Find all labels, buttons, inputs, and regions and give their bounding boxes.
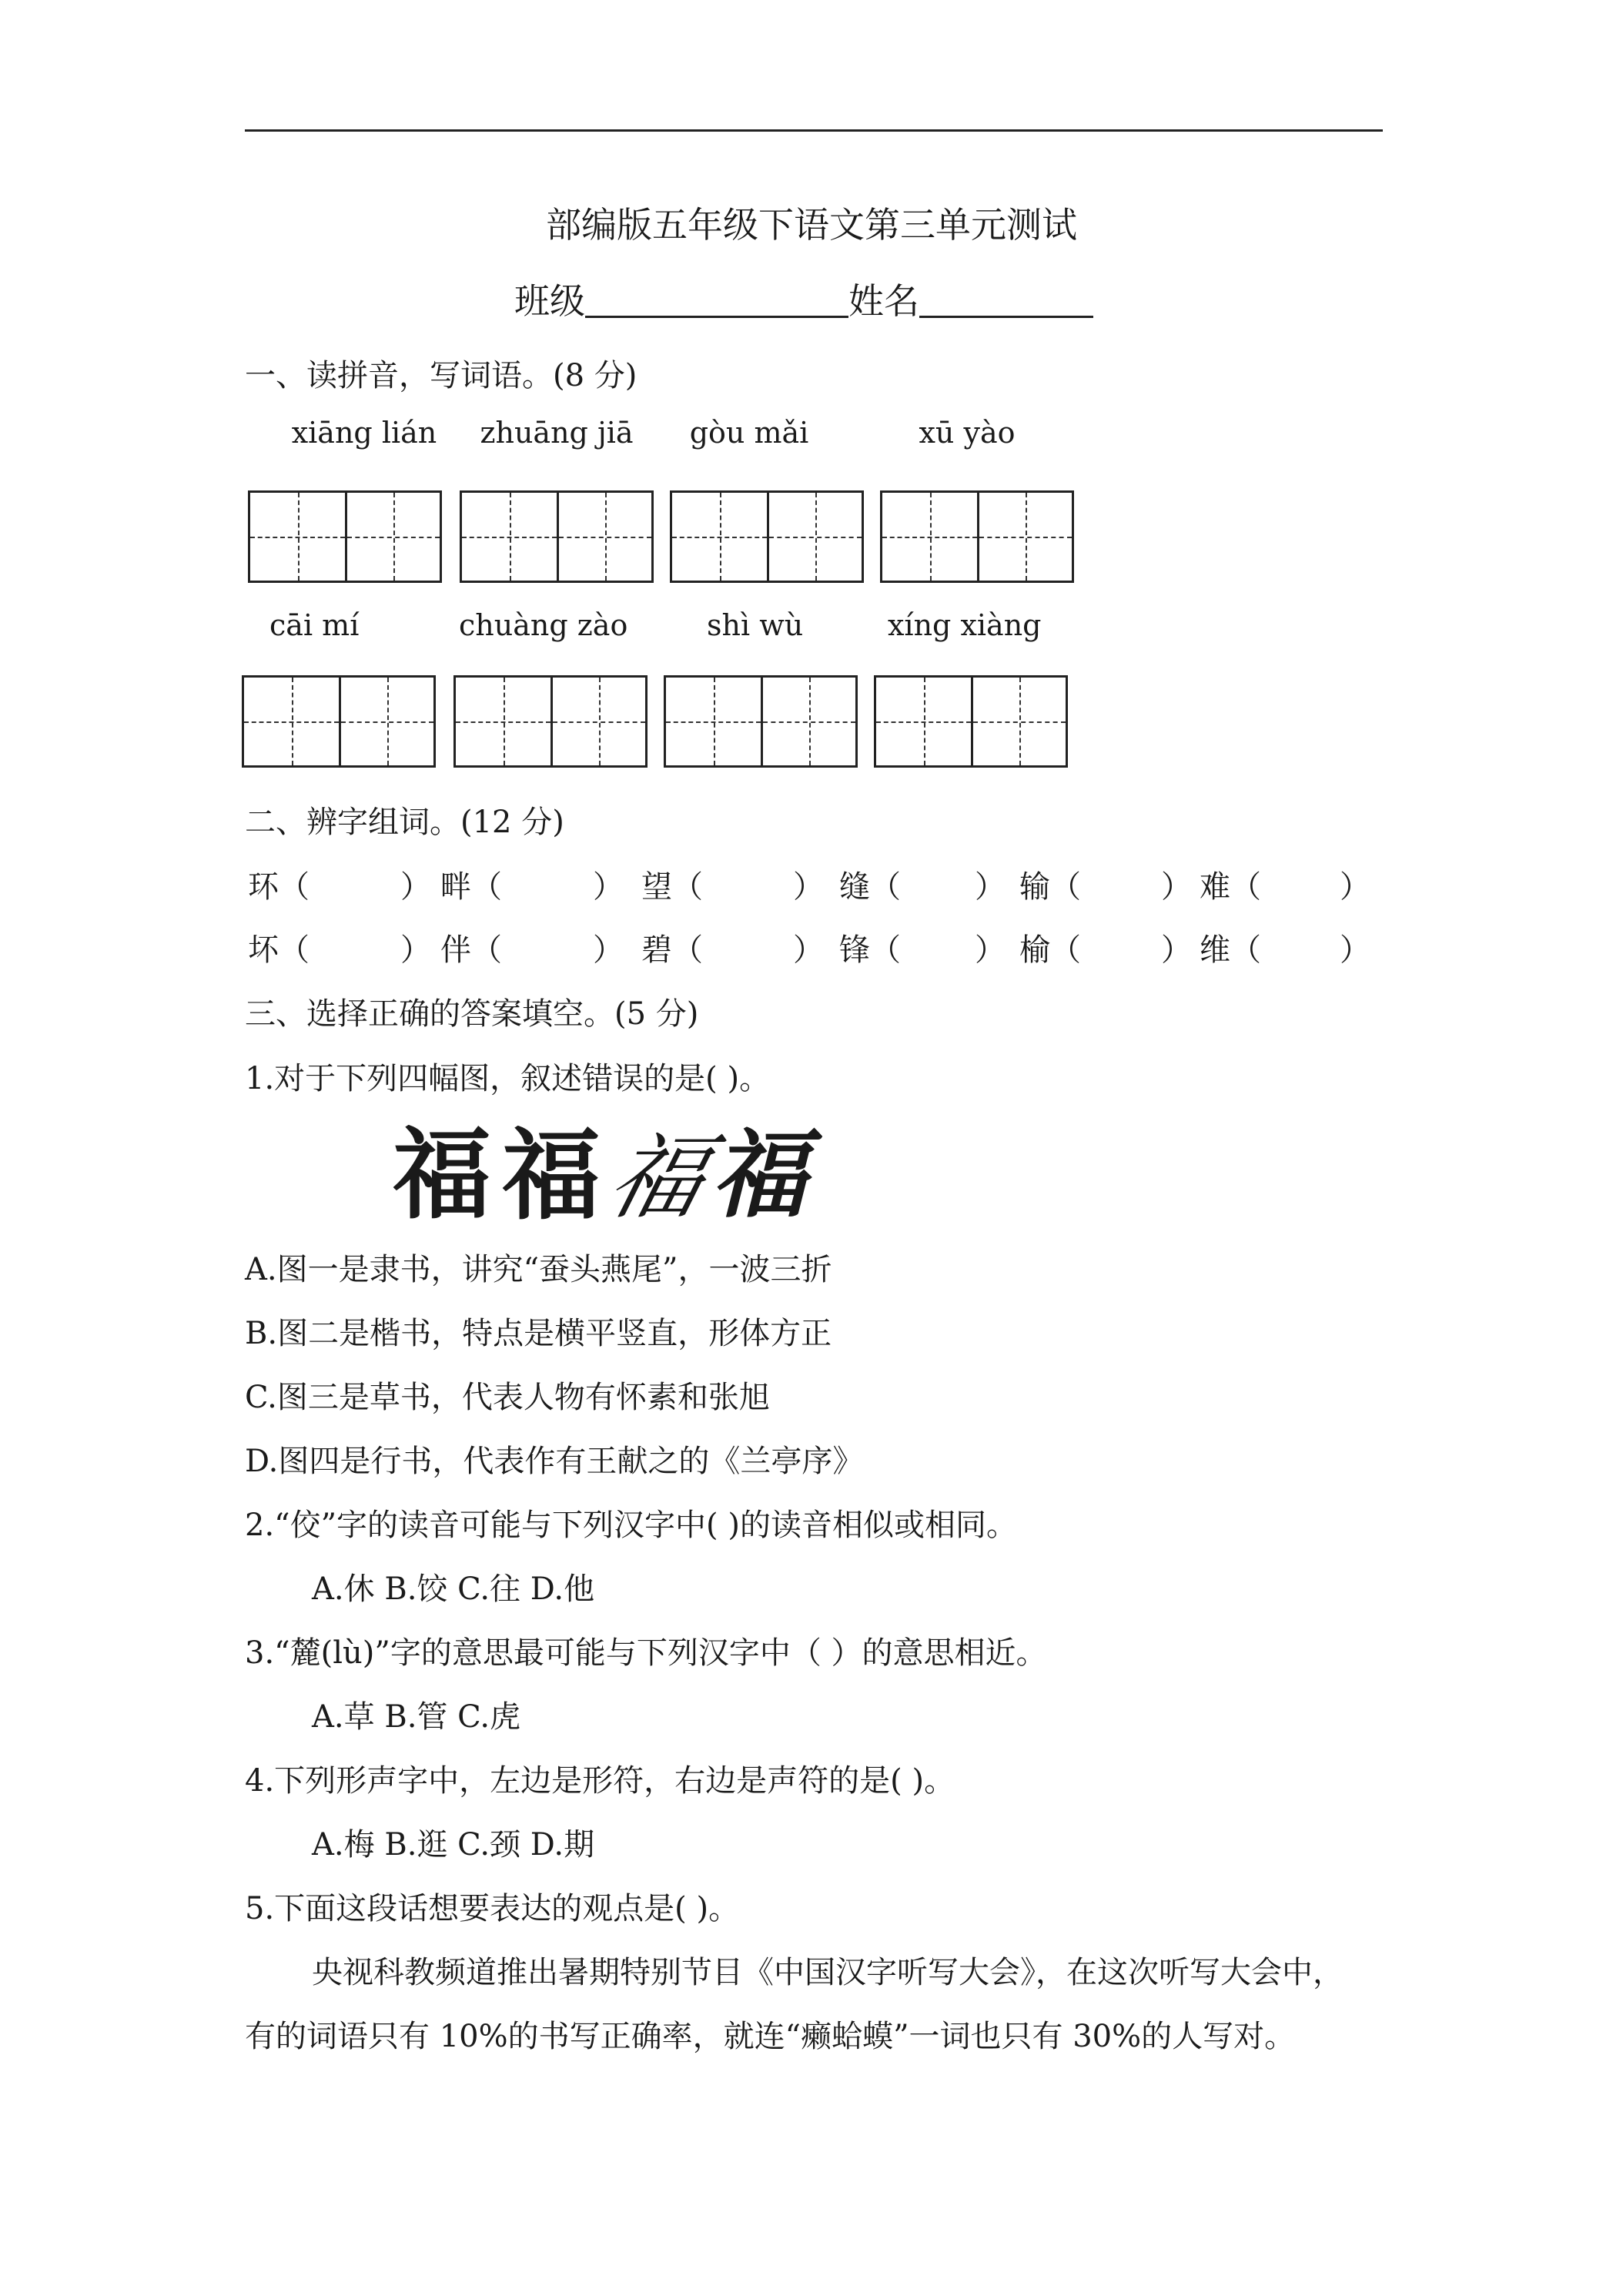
writing-grid[interactable]: [874, 675, 1068, 768]
options-4: A.梅 B.逛 C.颈 D.期: [312, 1827, 595, 1863]
pinyin: cāi mí: [269, 608, 360, 642]
char-pair: 缝（: [839, 869, 901, 905]
calligraphy-figures: [393, 1118, 808, 1233]
fu-running-figure: 福: [711, 1120, 808, 1231]
char-pair: 碧（: [641, 932, 703, 968]
char-pair: 难（: [1200, 869, 1261, 905]
option: B.图二是楷书，特点是横平竖直，形体方正: [245, 1316, 832, 1351]
char-pair: 锋（: [839, 932, 901, 968]
section1-heading: 一、读拼音，写词语。(8 分): [245, 358, 637, 393]
char-pair-close: ）: [593, 932, 624, 968]
char-pair-close: ）: [1161, 932, 1192, 968]
char-pair: 环（: [248, 869, 310, 905]
passage-line: 有的词语只有 10%的书写正确率，就连“癞蛤蟆”一词也只有 30%的人写对。: [245, 2019, 1296, 2054]
pinyin: chuàng zào: [459, 608, 628, 642]
options-2: A.休 B.饺 C.往 D.他: [312, 1571, 595, 1607]
char-pair: 维（: [1200, 932, 1261, 968]
char-pair: 望（: [641, 869, 703, 905]
passage-line: 央视科教频道推出暑期特别节目《中国汉字听写大会》，在这次听写大会中，: [312, 1955, 1344, 1990]
writing-grid[interactable]: [242, 675, 436, 768]
question-4: 4.下列形声字中，左边是形符，右边是声符的是( )。: [245, 1763, 955, 1799]
options-3: A.草 B.管 C.虎: [312, 1699, 521, 1735]
writing-grid[interactable]: [880, 490, 1074, 583]
fu-clerical-figure: 福: [393, 1118, 492, 1233]
pinyin: xū yào: [919, 416, 1016, 450]
char-pair: 坏（: [248, 932, 310, 968]
option: A.图一是隶书，讲究“蚕头燕尾”，一波三折: [245, 1252, 832, 1287]
name-blank[interactable]: [919, 280, 1093, 318]
class-blank[interactable]: [585, 280, 848, 318]
writing-grid[interactable]: [453, 675, 648, 768]
writing-grid[interactable]: [670, 490, 864, 583]
section3-heading: 三、选择正确的答案填空。(5 分): [245, 996, 699, 1032]
pinyin: xiāng lián: [291, 416, 437, 450]
char-pair-close: ）: [1161, 869, 1192, 905]
char-pair-close: ）: [975, 869, 1006, 905]
char-pair-close: ）: [400, 932, 431, 968]
char-pair-close: ）: [793, 869, 824, 905]
char-pair-close: ）: [793, 932, 824, 968]
char-pair-close: ）: [400, 869, 431, 905]
pinyin: xíng xiàng: [888, 608, 1042, 642]
writing-grid[interactable]: [460, 490, 654, 583]
student-info: [514, 273, 1093, 324]
fu-regular-figure: 福: [502, 1118, 601, 1233]
pinyin: zhuāng jiā: [480, 416, 634, 450]
option: C.图三是草书，代表人物有怀素和张旭: [245, 1380, 770, 1415]
char-pair: 伴（: [440, 932, 502, 968]
pinyin: gòu mǎi: [689, 416, 809, 450]
header-rule: [245, 129, 1383, 132]
char-pair: 畔（: [440, 869, 502, 905]
char-pair: 输（: [1019, 869, 1081, 905]
question-5: 5.下面这段话想要表达的观点是( )。: [245, 1891, 740, 1926]
page-title: 部编版五年级下语文第三单元测试: [546, 204, 1077, 246]
char-pair-close: ）: [1340, 932, 1370, 968]
writing-grid[interactable]: [248, 490, 442, 583]
question-3: 3.“麓(lù)”字的意思最可能与下列汉字中（ ）的意思相近。: [245, 1635, 1047, 1671]
char-pair-close: ）: [1340, 869, 1370, 905]
pinyin: shì wù: [707, 608, 804, 642]
class-label: 班级: [514, 280, 585, 322]
fu-cursive-figure: 福: [597, 1125, 718, 1232]
question-2: 2.“佼”字的读音可能与下列汉字中( )的读音相似或相同。: [245, 1508, 1017, 1543]
char-pair-close: ）: [593, 869, 624, 905]
name-label: 姓名: [848, 280, 919, 322]
char-pair: 榆（: [1019, 932, 1081, 968]
char-pair-close: ）: [975, 932, 1006, 968]
question-1: 1.对于下列四幅图，叙述错误的是( )。: [245, 1061, 771, 1096]
option: D.图四是行书，代表作有王献之的《兰亭序》: [245, 1444, 864, 1479]
section2-heading: 二、辨字组词。(12 分): [245, 805, 564, 840]
writing-grid[interactable]: [664, 675, 858, 768]
